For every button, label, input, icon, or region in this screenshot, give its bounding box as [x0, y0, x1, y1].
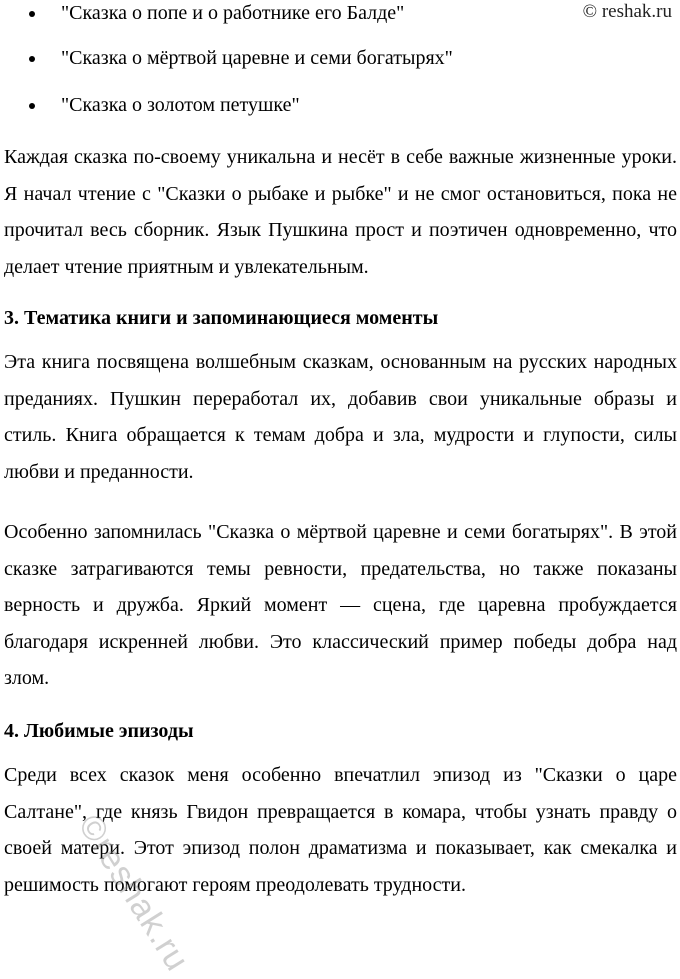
section-3-paragraph-2: Особенно запомнилась "Сказка о мёртвой царевне и семи богатырях". В этой сказке затрагиваются темы ревности, предательства, но также показаны верность и дружба. Яркий момент — сцена, где царевна пробуждается благодаря искренней любви. Это классический пример победы добра над злом. — [4, 521, 677, 689]
list-item-text: "Сказка о мёртвой царевне и семи богатырях" — [61, 47, 453, 69]
section-3-heading: 3. Тематика книги и запоминающиеся моменты — [4, 307, 439, 329]
bullet-icon — [29, 11, 35, 17]
diagonal-watermark: ©reshak.ru — [70, 808, 197, 979]
section-3-paragraph-1: Эта книга посвящена волшебным сказкам, основанным на русских народных преданиях. Пушкин переработал их, добавив свои уникальные образы и стиль. Книга обращается к темам добра и зла, мудрости и глупости, силы любви и преданности. — [4, 351, 677, 483]
list-item-text: "Сказка о попе и о работнике его Балде" — [61, 2, 405, 24]
bullet-icon — [29, 56, 35, 62]
bullet-icon — [29, 103, 35, 109]
section-4-paragraph-1: Среди всех сказок меня особенно впечатлил эпизод из "Сказки о царе Салтане", где князь Гвидон превращается в комара, чтобы узнать правду о своей матери. Этот эпизод полон драматизма и показывает, как смекалка и решимость помогают героям преодолевать трудности. — [4, 764, 677, 896]
paragraph-intro: Каждая сказка по-своему уникальна и несёт в себе важные жизненные уроки. Я начал чтение с "Сказки о рыбаке и рыбке" и не смог остановиться, пока не прочитал весь сборник. Язык Пушкина прост и поэтичен одновременно, что делает чтение приятным и увлекательным. — [4, 146, 677, 278]
section-4-heading: 4. Любимые эпизоды — [4, 720, 194, 742]
list-item-text: "Сказка о золотом петушке" — [61, 94, 300, 116]
watermark: © reshak.ru — [582, 1, 672, 22]
